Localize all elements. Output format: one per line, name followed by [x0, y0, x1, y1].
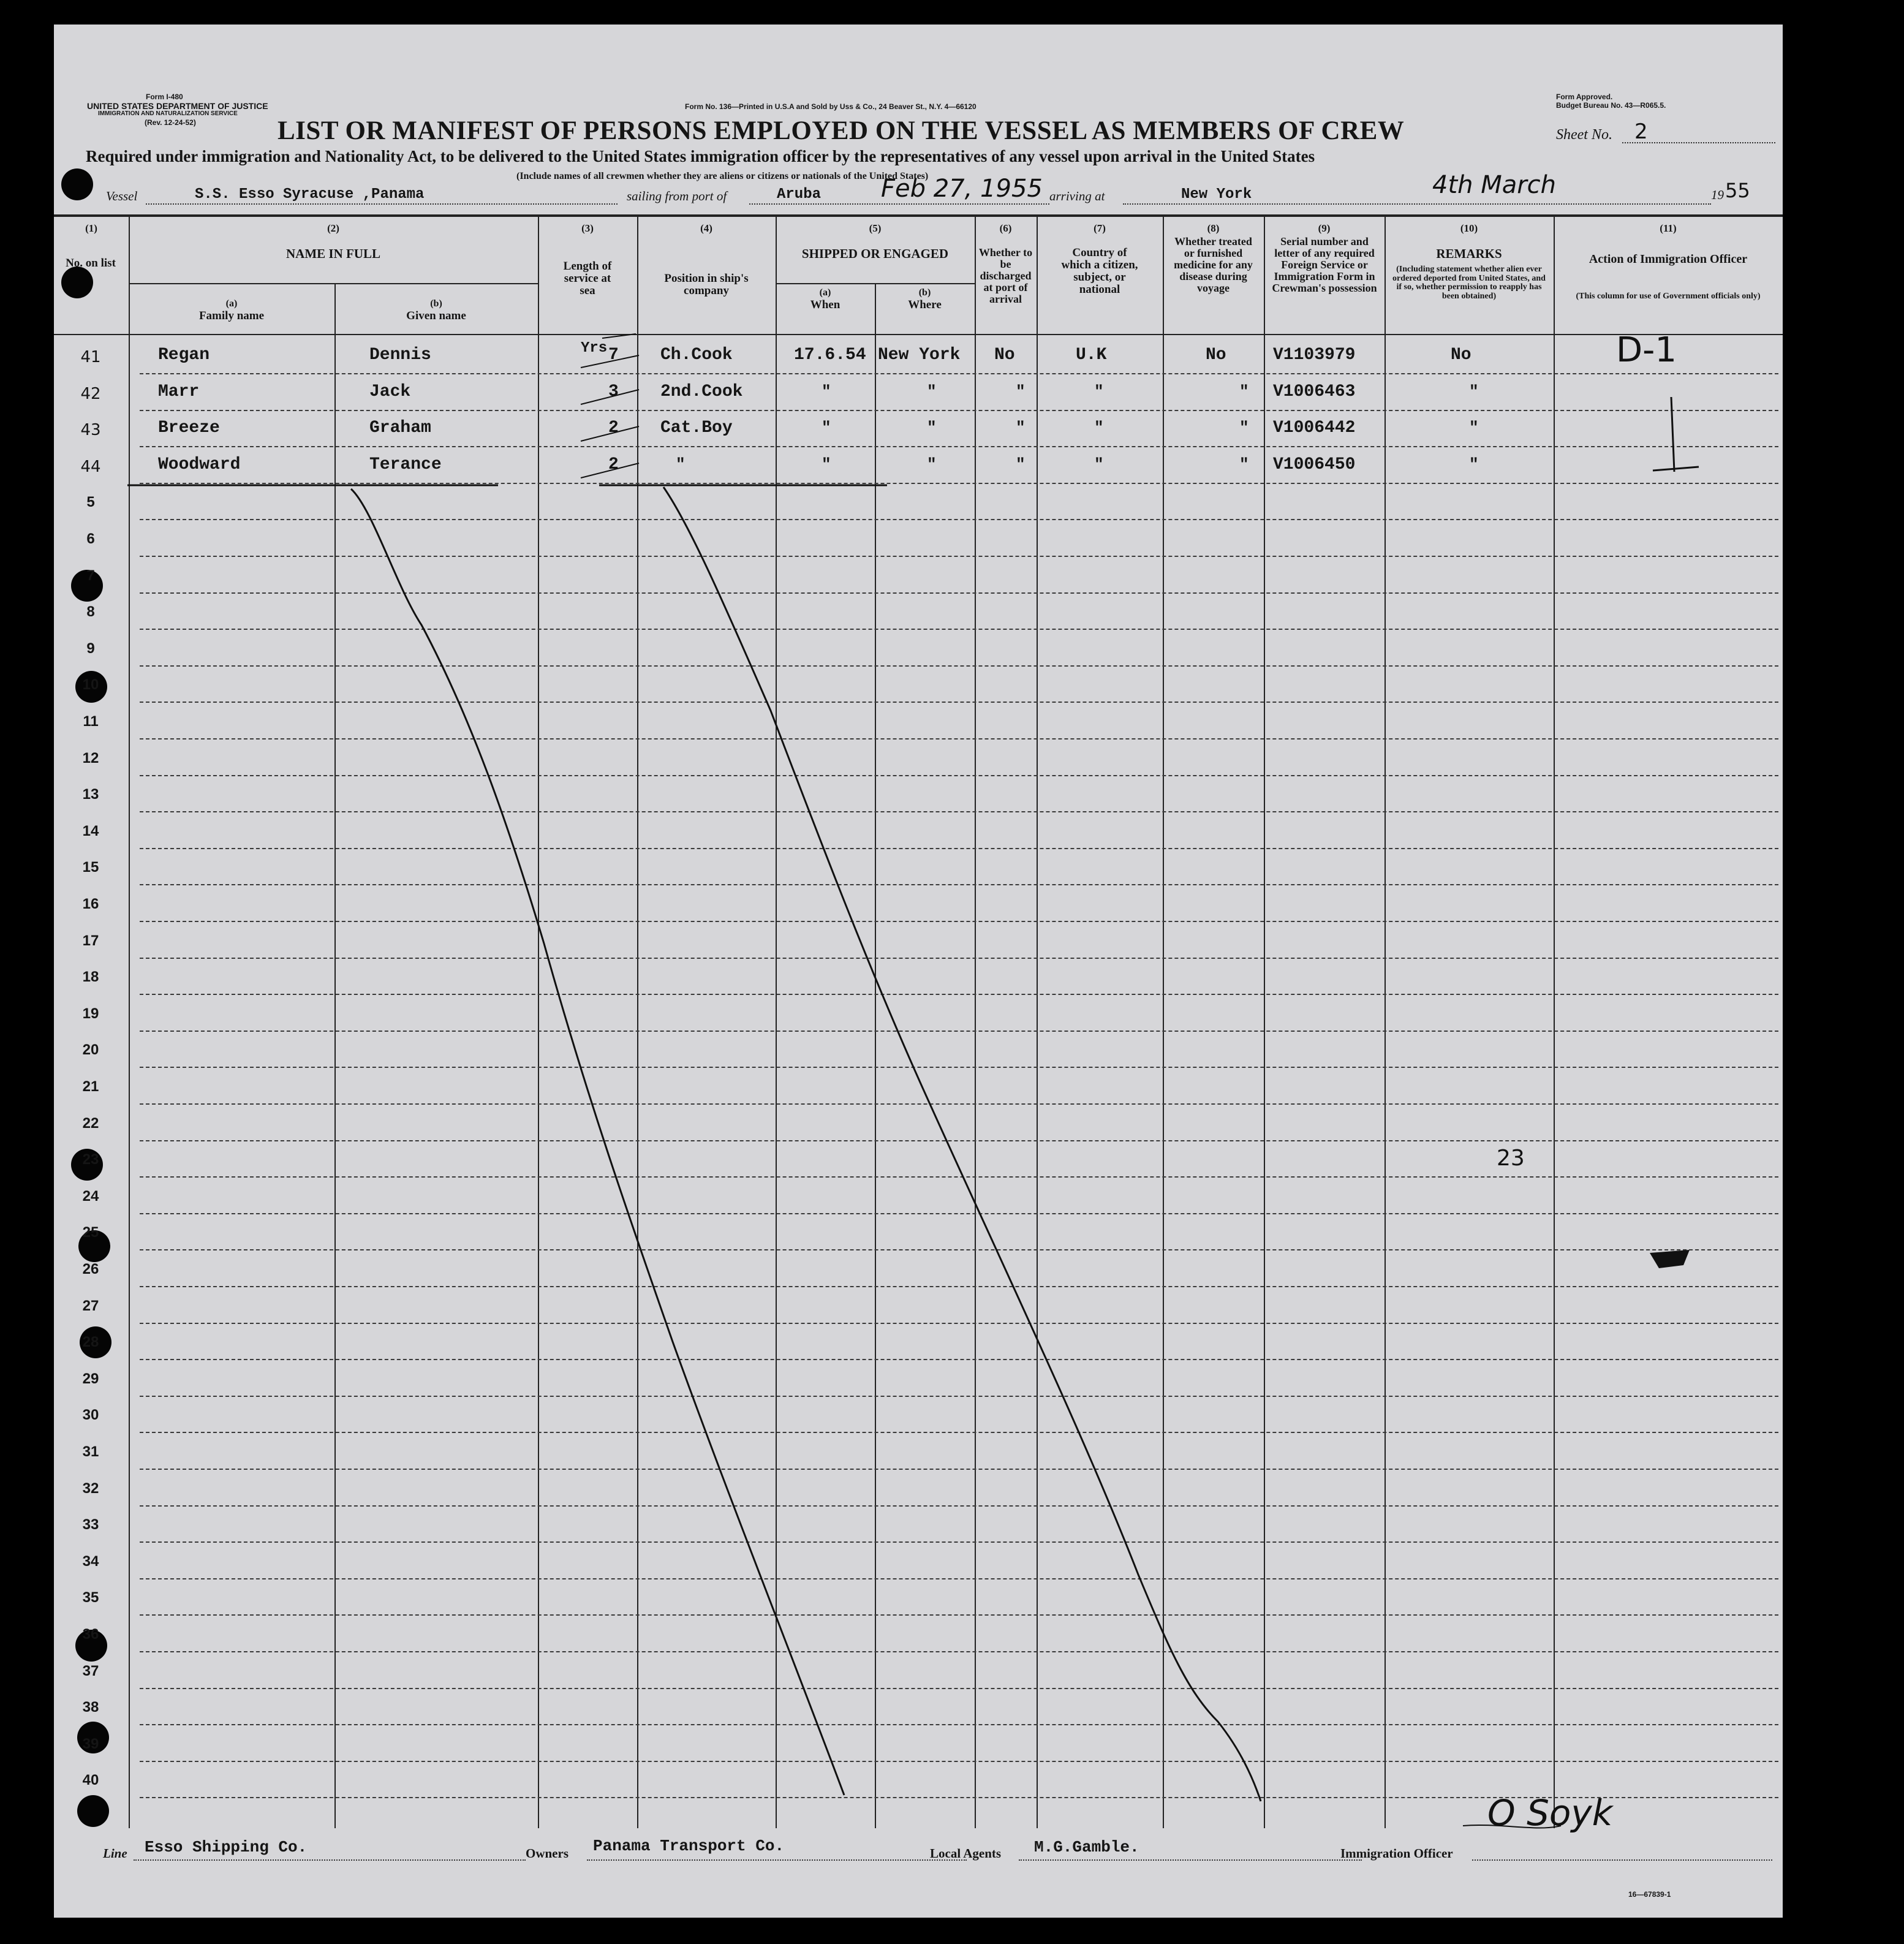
row-rule — [140, 1651, 1778, 1652]
cell-when: " — [822, 455, 831, 474]
include-note: (Include names of all crewmen whether they are aliens or citizens or nationals of the United States) — [516, 171, 929, 181]
port-dots — [749, 203, 1049, 205]
cell-length: 7 — [608, 346, 619, 365]
cell-when: 17.6.54 — [794, 346, 866, 365]
row-number: 5 — [86, 494, 95, 511]
cell-where: " — [927, 455, 937, 474]
row-rule — [140, 483, 1778, 484]
row-rule — [140, 1359, 1778, 1360]
row-number: 35 — [82, 1589, 99, 1606]
row-number: 6 — [86, 531, 95, 547]
row-number: 28 — [82, 1334, 99, 1351]
col-divider — [1554, 216, 1555, 1828]
punch-hole — [61, 267, 93, 298]
row-rule — [140, 1176, 1778, 1178]
row-number: 30 — [82, 1407, 99, 1424]
sailing-label: sailing from port of — [627, 189, 727, 203]
col-number: (4) — [700, 222, 712, 234]
shipping-line: Esso Shipping Co. — [145, 1838, 308, 1856]
row-number: 31 — [82, 1443, 99, 1460]
row-number: 22 — [82, 1114, 99, 1132]
row-number: 24 — [82, 1187, 99, 1205]
row-number: 21 — [82, 1078, 99, 1095]
punch-hole — [77, 1795, 109, 1827]
row-rule — [140, 665, 1778, 667]
row-rule — [140, 811, 1778, 812]
vessel-label: Vessel — [106, 189, 138, 203]
row-rule — [140, 1286, 1778, 1287]
header-no-on-list: No. on list — [66, 257, 116, 270]
header-serial: Serial number and letter of any required Foreign Service or Immigration Form in Crewman's possession — [1272, 235, 1377, 294]
row-rule — [140, 1103, 1778, 1105]
col-number: (9) — [1318, 222, 1331, 234]
vessel-name: S.S. Esso Syracuse ,Panama — [195, 186, 425, 203]
row-number: 37 — [82, 1662, 99, 1679]
col-divider — [637, 216, 638, 1828]
cell-serial: V1006442 — [1273, 418, 1356, 438]
cell-length: 2 — [608, 418, 619, 438]
sheet-label: Sheet No. — [1556, 127, 1612, 143]
col-divider — [1163, 216, 1164, 1828]
cell-serial: V1103979 — [1273, 346, 1356, 365]
owners-dots — [587, 1859, 967, 1861]
owners: Panama Transport Co. — [593, 1837, 785, 1855]
row-rule — [140, 446, 1778, 447]
col-divider — [538, 216, 539, 1828]
col-number: (6) — [999, 222, 1012, 234]
row-number: 26 — [82, 1261, 99, 1277]
printer-line: Form No. 136—Printed in U.S.A and Sold by Uss & Co., 24 Beaver St., N.Y. 4—66120 — [685, 102, 977, 111]
col-divider — [975, 216, 976, 1828]
col-divider — [1264, 216, 1265, 1828]
cell-family: Marr — [158, 382, 200, 401]
cell-discharged: No — [994, 346, 1015, 365]
row-number: 11 — [83, 713, 99, 730]
header-family-letter: (a) — [225, 298, 238, 309]
cell-position: Cat.Boy — [660, 418, 733, 438]
row-number: 38 — [82, 1699, 99, 1716]
row-number: 17 — [82, 932, 99, 949]
col-number: (7) — [1094, 222, 1106, 234]
cell-country: " — [1094, 455, 1104, 474]
header-remarks-note: (Including statement whether alien ever ordered deported from United States, and if so, whether permission to reapply has been obtained) — [1392, 265, 1546, 301]
col-divider — [776, 216, 777, 1828]
line-dots — [134, 1859, 526, 1861]
local-agents: M.G.Gamble. — [1034, 1838, 1139, 1856]
row-number: 29 — [82, 1370, 99, 1387]
cell-position: Ch.Cook — [660, 346, 733, 365]
cell-serial: V1006463 — [1273, 382, 1356, 401]
row-rule — [140, 1541, 1778, 1543]
subtitle: Required under immigration and Nationality Act, to be delivered to the United States immigration officer by the representatives of any vessel upon arrival in the United States — [86, 147, 1315, 165]
header-where-letter: (b) — [918, 287, 931, 298]
cell-country: " — [1094, 382, 1104, 401]
col-divider — [334, 283, 336, 1828]
cell-country: " — [1094, 418, 1104, 437]
row-rule — [140, 702, 1778, 703]
punch-hole — [61, 168, 93, 200]
row-rule — [140, 958, 1778, 959]
service: IMMIGRATION AND NATURALIZATION SERVICE — [98, 110, 238, 117]
row-number: 27 — [82, 1297, 99, 1314]
row-number: 32 — [82, 1480, 99, 1497]
col-divider — [1385, 216, 1386, 1828]
col-divider — [129, 216, 130, 1828]
manifest-sheet — [54, 25, 1783, 1918]
cell-treated: No — [1206, 346, 1226, 365]
cell-country: U.K — [1076, 346, 1107, 365]
cell-serial: V1006450 — [1273, 455, 1356, 474]
year-suffix: 55 — [1725, 179, 1750, 202]
agents-label: Local Agents — [930, 1846, 1002, 1861]
header-given-letter: (b) — [430, 298, 442, 309]
row-number: 40 — [82, 1772, 99, 1789]
row-number: 13 — [82, 786, 99, 803]
officer-signature: O Soyk — [1487, 1792, 1613, 1834]
col-divider — [1037, 216, 1038, 1828]
row-rule — [140, 921, 1778, 922]
header-bottom-rule — [54, 334, 1783, 335]
row-number: 42 — [80, 384, 101, 403]
cell-given: Jack — [369, 382, 411, 401]
cell-given: Terance — [369, 455, 442, 474]
cell-where: " — [927, 418, 937, 437]
form-code: 16—67839-1 — [1628, 1890, 1671, 1899]
cell-where: " — [927, 382, 937, 401]
header-remarks: REMARKS — [1436, 246, 1502, 261]
cell-treated: " — [1239, 418, 1249, 437]
row-number: 12 — [82, 749, 99, 766]
cell-family: Regan — [158, 346, 210, 365]
cell-length: 3 — [608, 382, 619, 401]
row-number: 20 — [82, 1042, 99, 1059]
header-where: Where — [908, 298, 942, 311]
form-approved: Form Approved. — [1556, 93, 1613, 101]
row-rule — [140, 592, 1778, 594]
row-rule — [140, 994, 1778, 995]
cell-remarks: " — [1469, 418, 1479, 437]
row-rule — [140, 738, 1778, 739]
cell-family: Woodward — [158, 455, 241, 474]
col-number: (3) — [581, 222, 594, 234]
row-number: 15 — [82, 859, 99, 876]
row-rule — [140, 519, 1778, 520]
row-rule — [140, 884, 1778, 885]
cell-given: Graham — [369, 418, 431, 438]
header-discharged: Whether to be discharged at port of arrival — [978, 246, 1033, 305]
row-number: 44 — [80, 457, 101, 476]
row-number: 9 — [86, 640, 95, 657]
year-prefix: 19 — [1711, 187, 1724, 202]
row-rule — [140, 1505, 1778, 1507]
row-rule — [140, 1761, 1778, 1762]
cell-discharged: " — [1016, 418, 1026, 437]
cell-discharged: " — [1016, 455, 1026, 474]
cell-remarks: " — [1469, 455, 1479, 474]
cell-when: " — [822, 382, 831, 401]
row-rule — [140, 1578, 1778, 1579]
row-rule — [140, 556, 1778, 557]
row-number: 7 — [86, 567, 95, 584]
officer-label: Immigration Officer — [1340, 1846, 1453, 1861]
budget-bureau: Budget Bureau No. 43—R065.5. — [1556, 101, 1666, 110]
row-rule — [140, 1323, 1778, 1324]
row-rule — [140, 1249, 1778, 1250]
row-number: 19 — [82, 1005, 99, 1022]
row-rule — [140, 1469, 1778, 1470]
cell-treated: " — [1239, 382, 1249, 401]
row-number: 39 — [82, 1735, 99, 1752]
action-bracket — [1653, 397, 1699, 472]
header-action: Action of Immigration Officer — [1589, 252, 1748, 266]
row-number: 8 — [86, 603, 95, 621]
header-treated: Whether treated or furnished medicine for any disease during voyage — [1174, 235, 1253, 294]
row-number: 10 — [82, 676, 99, 694]
header-family-name: Family name — [198, 309, 265, 322]
arrival-dots — [1123, 203, 1711, 205]
row-number: 25 — [82, 1224, 99, 1241]
row-rule — [140, 629, 1778, 630]
row-number: 23 — [82, 1151, 99, 1168]
col-number: (1) — [85, 222, 97, 234]
col-number: (11) — [1660, 222, 1677, 234]
row-rule — [140, 775, 1778, 776]
header-when: When — [810, 298, 841, 311]
header-length: Length of service at sea — [563, 260, 612, 297]
arriving-label: arriving at — [1049, 189, 1105, 203]
header-action-note: (This column for use of Government officials only) — [1576, 292, 1761, 301]
page-title: LIST OR MANIFEST OF PERSONS EMPLOYED ON THE VESSEL AS MEMBERS OF CREW — [278, 116, 1405, 145]
vessel-dots — [146, 203, 618, 205]
header-when-letter: (a) — [819, 287, 831, 298]
arrival-port: New York — [1181, 186, 1252, 203]
cell-where: New York — [878, 346, 961, 365]
col-number: (8) — [1207, 222, 1220, 234]
arrival-date: 4th March — [1432, 171, 1557, 199]
row-number: 16 — [82, 896, 99, 912]
cell-length: 2 — [608, 455, 619, 474]
header-given-name: Given name — [406, 309, 466, 322]
cell-discharged: " — [1016, 382, 1026, 401]
row-rule — [140, 1432, 1778, 1433]
cell-family: Breeze — [158, 418, 220, 438]
row-number: 43 — [80, 421, 101, 440]
cancel-diagonal-right — [663, 487, 1261, 1801]
line-label: Line — [103, 1846, 127, 1861]
col-divider — [875, 283, 876, 1828]
cell-position: 2nd.Cook — [660, 382, 743, 401]
row-rule — [140, 1140, 1778, 1141]
cell-remarks: " — [1469, 382, 1479, 401]
row-number: 18 — [82, 969, 99, 986]
row-rule — [140, 1031, 1778, 1032]
form-number: Form I-480 — [146, 93, 183, 101]
col-number: (10) — [1460, 222, 1478, 234]
header-country: Country of which a citizen, subject, or national — [1061, 246, 1138, 296]
officer-dots — [1472, 1859, 1772, 1861]
row-number: 41 — [80, 348, 101, 366]
cell-treated: " — [1239, 455, 1249, 474]
row-number: 34 — [82, 1553, 99, 1570]
ink-smudge — [1650, 1250, 1690, 1268]
row-rule — [140, 1688, 1778, 1689]
row-rule — [140, 410, 1778, 411]
header-shipped: SHIPPED OR ENGAGED — [801, 246, 949, 261]
row-rule — [140, 1067, 1778, 1068]
cell-remarks: No — [1451, 346, 1471, 365]
owners-label: Owners — [526, 1846, 569, 1861]
cell-given: Dennis — [369, 346, 431, 365]
revision: (Rev. 12-24-52) — [145, 118, 196, 127]
annotation-number: 23 — [1497, 1146, 1525, 1171]
row-rule — [140, 373, 1778, 374]
row-number: 14 — [82, 822, 99, 839]
length-unit: Yrs — [581, 340, 608, 357]
name-subheader-rule — [129, 283, 538, 284]
row-rule — [140, 848, 1778, 849]
agents-dots — [1019, 1859, 1362, 1861]
row-rule — [140, 1614, 1778, 1616]
cell-action: D-1 — [1616, 330, 1677, 370]
table-top-rule — [54, 214, 1783, 217]
row-number: 36 — [82, 1626, 99, 1643]
header-name-in-full: NAME IN FULL — [285, 246, 380, 261]
row-rule — [140, 1396, 1778, 1397]
departure-date: Feb 27, 1955 — [881, 175, 1043, 203]
header-position: Position in ship's company — [664, 272, 749, 297]
col-number: (2) — [327, 222, 339, 234]
row-number: 33 — [82, 1516, 99, 1534]
cell-position: " — [676, 455, 686, 474]
row-rule — [140, 1213, 1778, 1214]
departure-port: Aruba — [777, 186, 822, 203]
cancel-diagonal-left — [351, 489, 844, 1795]
sheet-number: 2 — [1634, 119, 1648, 144]
department: UNITED STATES DEPARTMENT OF JUSTICE — [87, 101, 268, 111]
cell-when: " — [822, 418, 831, 437]
row-rule — [140, 1724, 1778, 1725]
col-number: (5) — [869, 222, 882, 234]
